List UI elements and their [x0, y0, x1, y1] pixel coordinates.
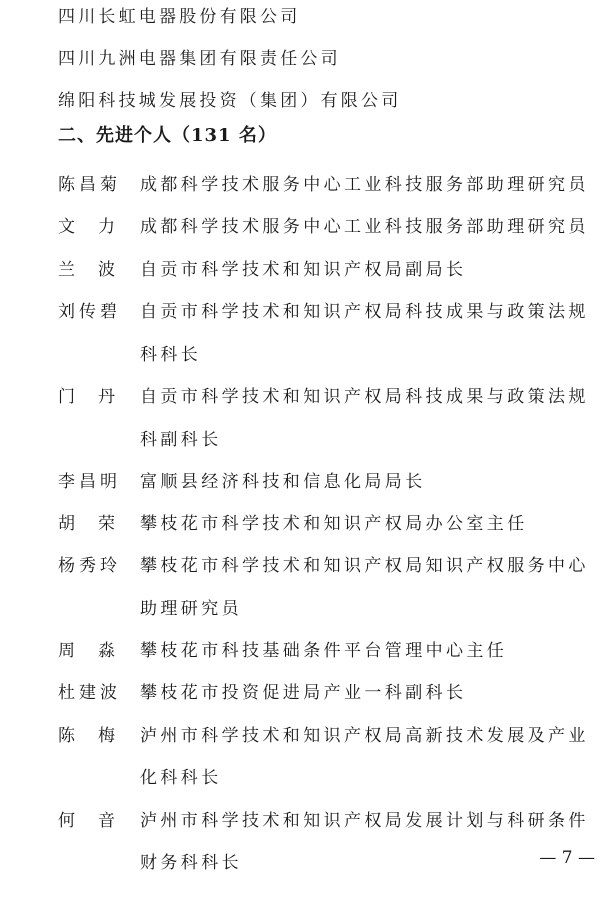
person-title-cont: 助理研究员	[140, 599, 242, 619]
person-name: 刘传碧	[58, 302, 121, 322]
person-name: 文力	[58, 217, 138, 237]
person-name: 陈昌菊	[58, 175, 121, 195]
org-line: 绵阳科技城发展投资（集团）有限公司	[58, 91, 402, 111]
person-name: 门丹	[58, 387, 138, 407]
section-heading: 二、先进个人（131 名）	[58, 125, 277, 146]
person-title: 自贡市科学技术和知识产权局科技成果与政策法规	[140, 387, 589, 407]
person-title-cont: 科副科长	[140, 430, 222, 450]
person-name: 杨秀玲	[58, 556, 121, 576]
person-name: 杜建波	[58, 683, 121, 703]
person-title: 攀枝花市科技基础条件平台管理中心主任	[140, 641, 508, 661]
person-title: 自贡市科学技术和知识产权局副局长	[140, 260, 467, 280]
person-title: 富顺县经济科技和信息化局局长	[140, 472, 426, 492]
person-title: 成都科学技术服务中心工业科技服务部助理研究员	[140, 175, 589, 195]
org-line: 四川九洲电器集团有限责任公司	[58, 49, 341, 69]
page-number: — 7 —	[539, 848, 595, 868]
person-title-cont: 财务科科长	[140, 853, 242, 873]
person-name: 陈梅	[58, 726, 138, 746]
person-title: 攀枝花市投资促进局产业一科副科长	[140, 683, 467, 703]
person-name: 兰波	[58, 260, 138, 280]
person-name: 李昌明	[58, 472, 121, 492]
person-title: 成都科学技术服务中心工业科技服务部助理研究员	[140, 217, 589, 237]
person-name: 何音	[58, 811, 138, 831]
person-title-cont: 科科长	[140, 345, 202, 365]
person-title: 自贡市科学技术和知识产权局科技成果与政策法规	[140, 302, 589, 322]
person-title: 攀枝花市科学技术和知识产权局办公室主任	[140, 514, 528, 534]
person-name: 胡荣	[58, 514, 138, 534]
person-title-cont: 化科科长	[140, 768, 222, 788]
person-name: 周淼	[58, 641, 138, 661]
person-title: 泸州市科学技术和知识产权局高新技术发展及产业	[140, 726, 589, 746]
org-line: 四川长虹电器股份有限公司	[58, 7, 301, 27]
person-title: 攀枝花市科学技术和知识产权局知识产权服务中心	[140, 556, 589, 576]
person-title: 泸州市科学技术和知识产权局发展计划与科研条件	[140, 811, 589, 831]
